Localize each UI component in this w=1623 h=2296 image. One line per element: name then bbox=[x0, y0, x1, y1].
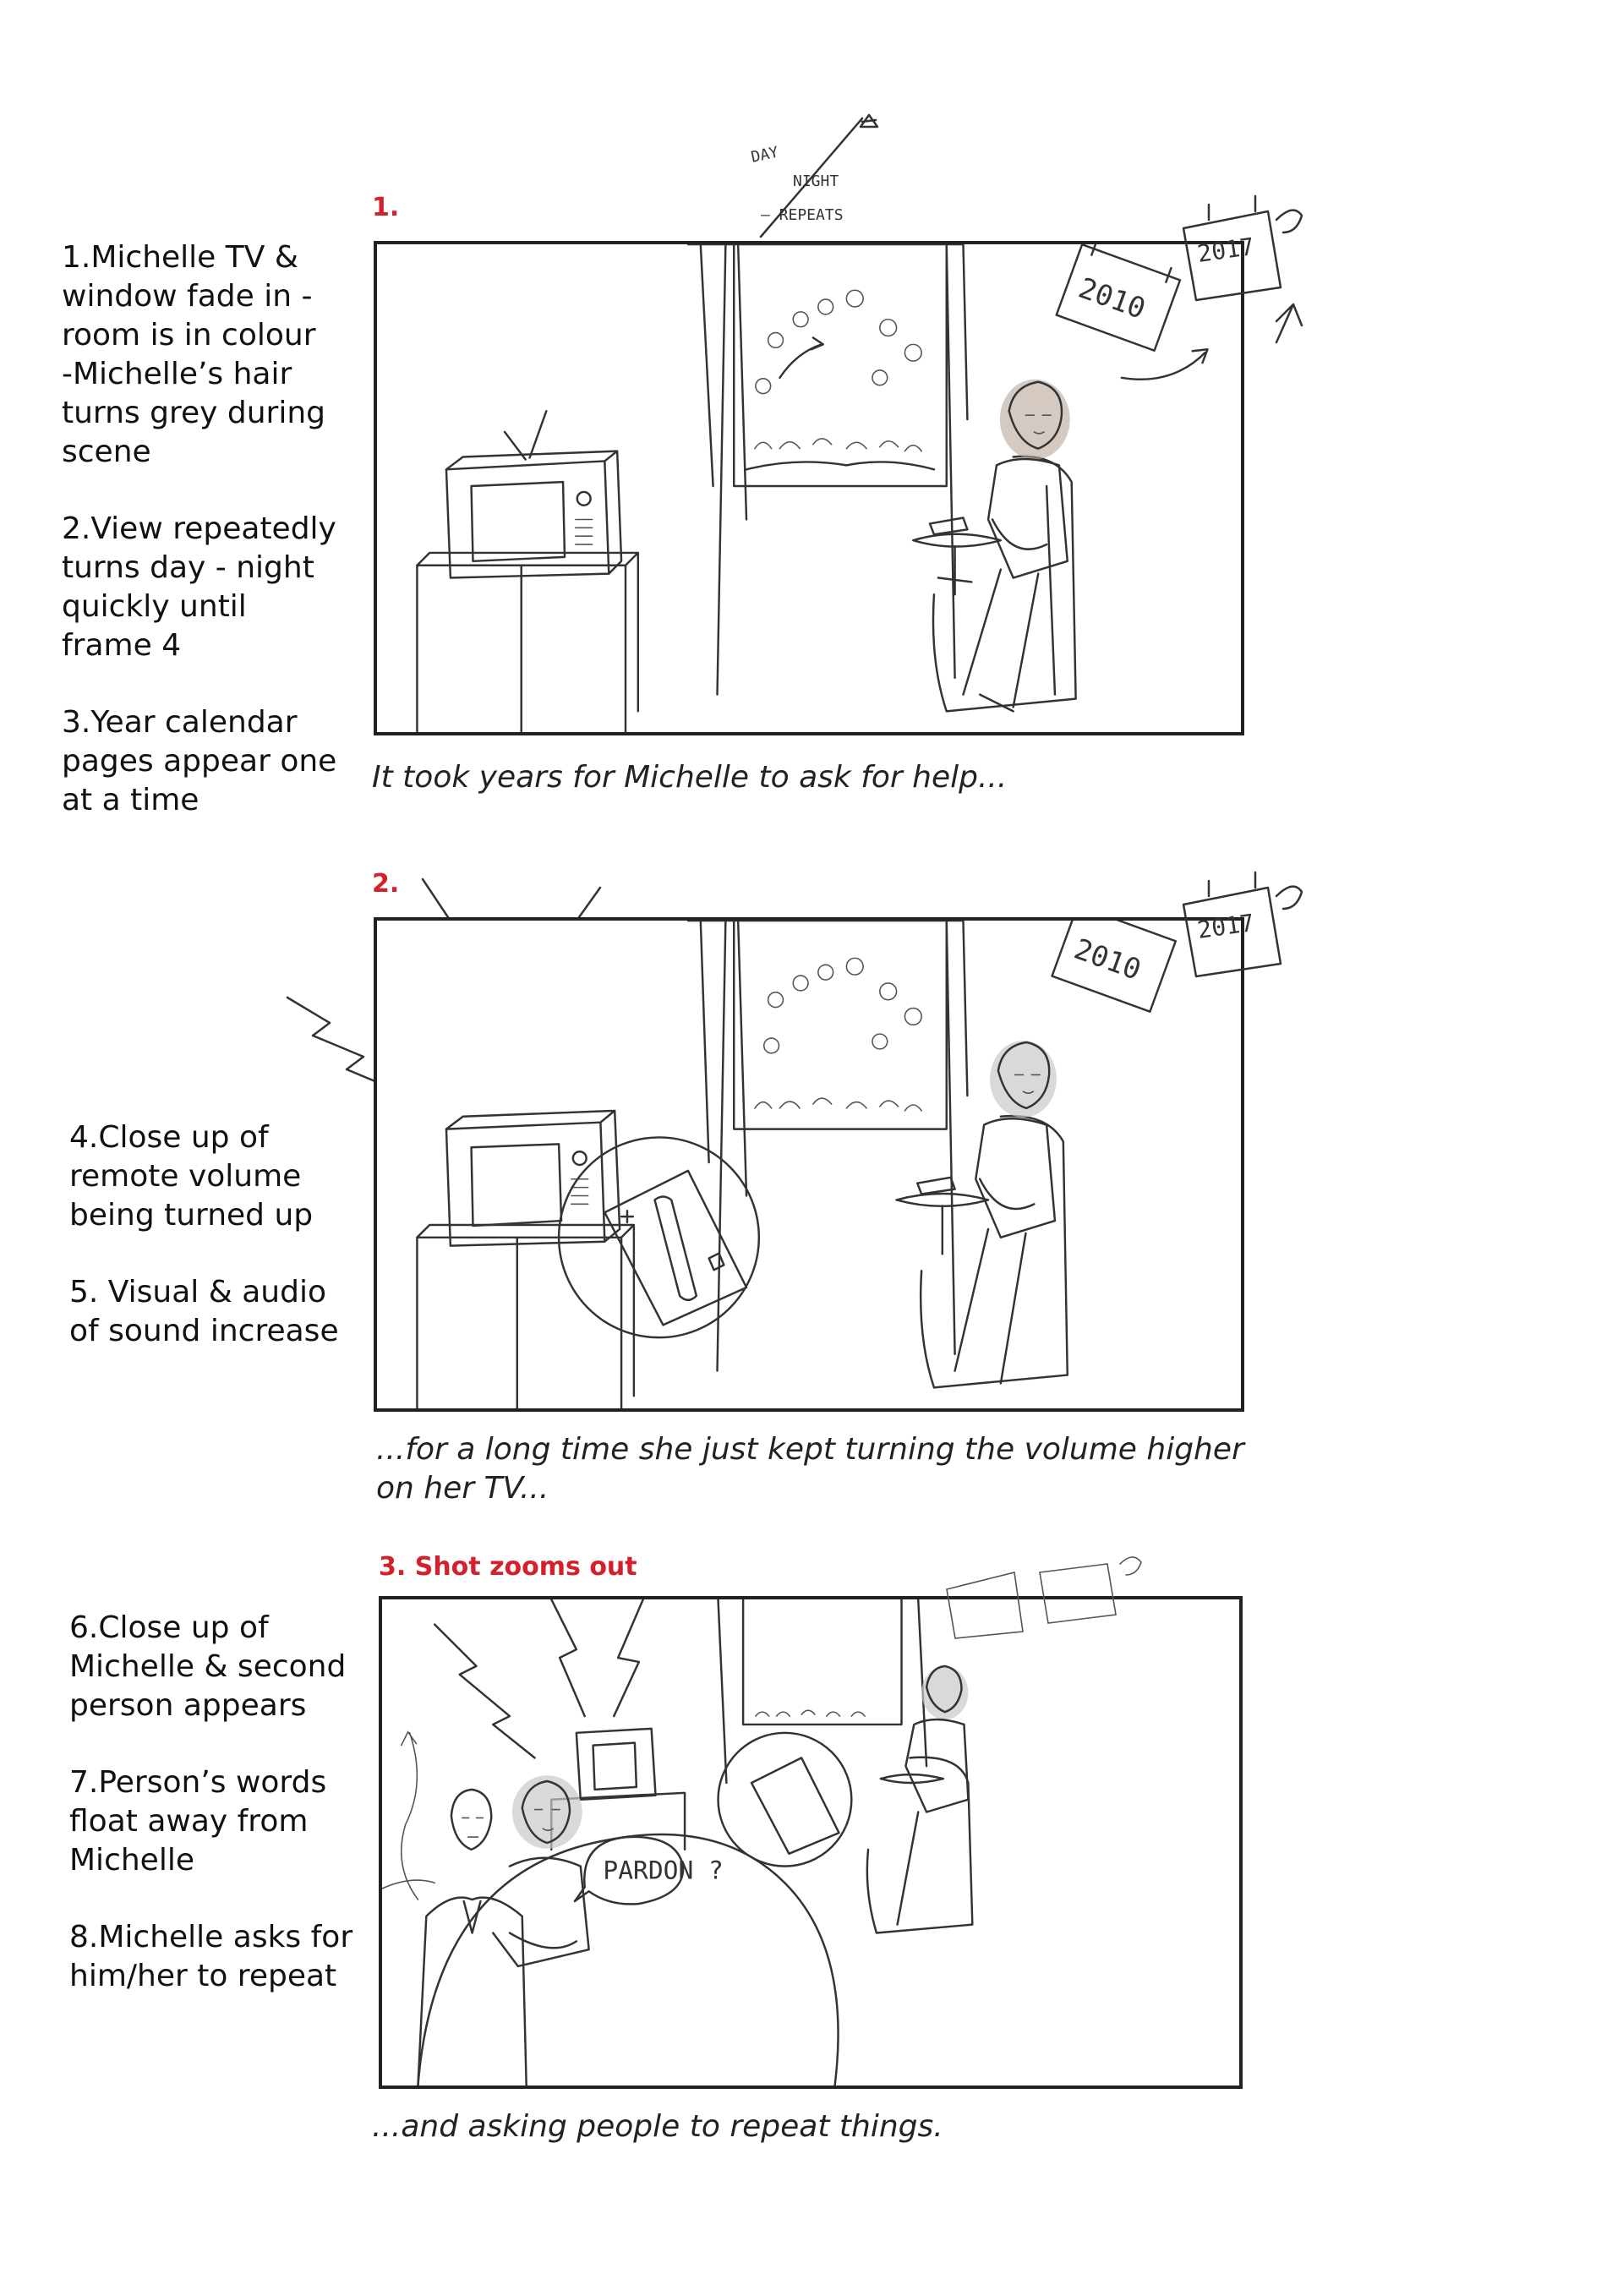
note-4: 4.Close up of remote volume being turned up bbox=[69, 1120, 314, 1233]
frame-2-sketch bbox=[377, 921, 1241, 1408]
calendar-year-2017: 2017 bbox=[1195, 232, 1256, 268]
note-6: 6.Close up of Michelle & second person appears bbox=[69, 1610, 347, 1723]
frame-1-panel bbox=[374, 241, 1244, 735]
speech-bubble bbox=[575, 1837, 724, 1905]
frame-2-caption bbox=[376, 1430, 1244, 1508]
frame-1-number: 1. bbox=[372, 193, 400, 222]
frame-3-caption: ...and asking people to repeat things. bbox=[372, 2109, 943, 2144]
calendar-2017-sketch bbox=[1175, 194, 1319, 347]
window-icon bbox=[688, 921, 967, 1371]
frame-2-number: 2. bbox=[372, 869, 400, 899]
frame-1-notes bbox=[62, 238, 374, 858]
day-night-annotation bbox=[727, 101, 997, 237]
closeup-bubble bbox=[418, 1775, 838, 2086]
repeats-label: – REPEATS bbox=[761, 206, 844, 224]
window-icon bbox=[688, 244, 967, 695]
calendar-faded-sketch bbox=[938, 1539, 1150, 1640]
frame-3-sketch bbox=[382, 1599, 1239, 2086]
note-1: 1.Michelle TV & window fade in - room is in colour -Michelle’s hair turns grey during scene bbox=[62, 240, 326, 469]
night-label: NIGHT bbox=[793, 172, 839, 190]
note-3: 3.Year calendar pages appear one at a time bbox=[62, 705, 337, 817]
frame-3-notes bbox=[69, 1609, 374, 2034]
note-2: 2.View repeatedly turns day - night quickly until frame 4 bbox=[62, 511, 336, 663]
frame-2-caption-text: ...for a long time she just kept turning the volume higher on her TV... bbox=[376, 1432, 1244, 1506]
frame-2-panel bbox=[374, 917, 1244, 1412]
michelle-figure bbox=[955, 1041, 1057, 1383]
calendar-2017-sketch bbox=[1175, 871, 1319, 1023]
calendar-icon bbox=[1057, 244, 1183, 351]
frame-3-panel bbox=[379, 1596, 1243, 2089]
frame-1-caption: It took years for Michelle to ask for help... bbox=[372, 760, 1008, 795]
note-8: 8.Michelle asks for him/her to repeat bbox=[69, 1920, 353, 1993]
calendar-icon bbox=[1052, 921, 1176, 1012]
frame-1-sketch bbox=[377, 244, 1241, 732]
note-7: 7.Person’s words float away from Michelle bbox=[69, 1765, 327, 1878]
frame-3-number: 3. Shot zooms out bbox=[379, 1552, 637, 1582]
day-label: DAY bbox=[749, 143, 780, 167]
frame-2-notes bbox=[69, 1118, 374, 1389]
note-5: 5. Visual & audio of sound increase bbox=[69, 1275, 339, 1348]
calendar-year-2010: 2010 bbox=[1074, 271, 1150, 325]
calendar-year-2017: 2017 bbox=[1195, 908, 1256, 944]
pardon-text: PARDON ? bbox=[603, 1856, 724, 1885]
calendar-year-2010: 2010 bbox=[1069, 932, 1146, 987]
